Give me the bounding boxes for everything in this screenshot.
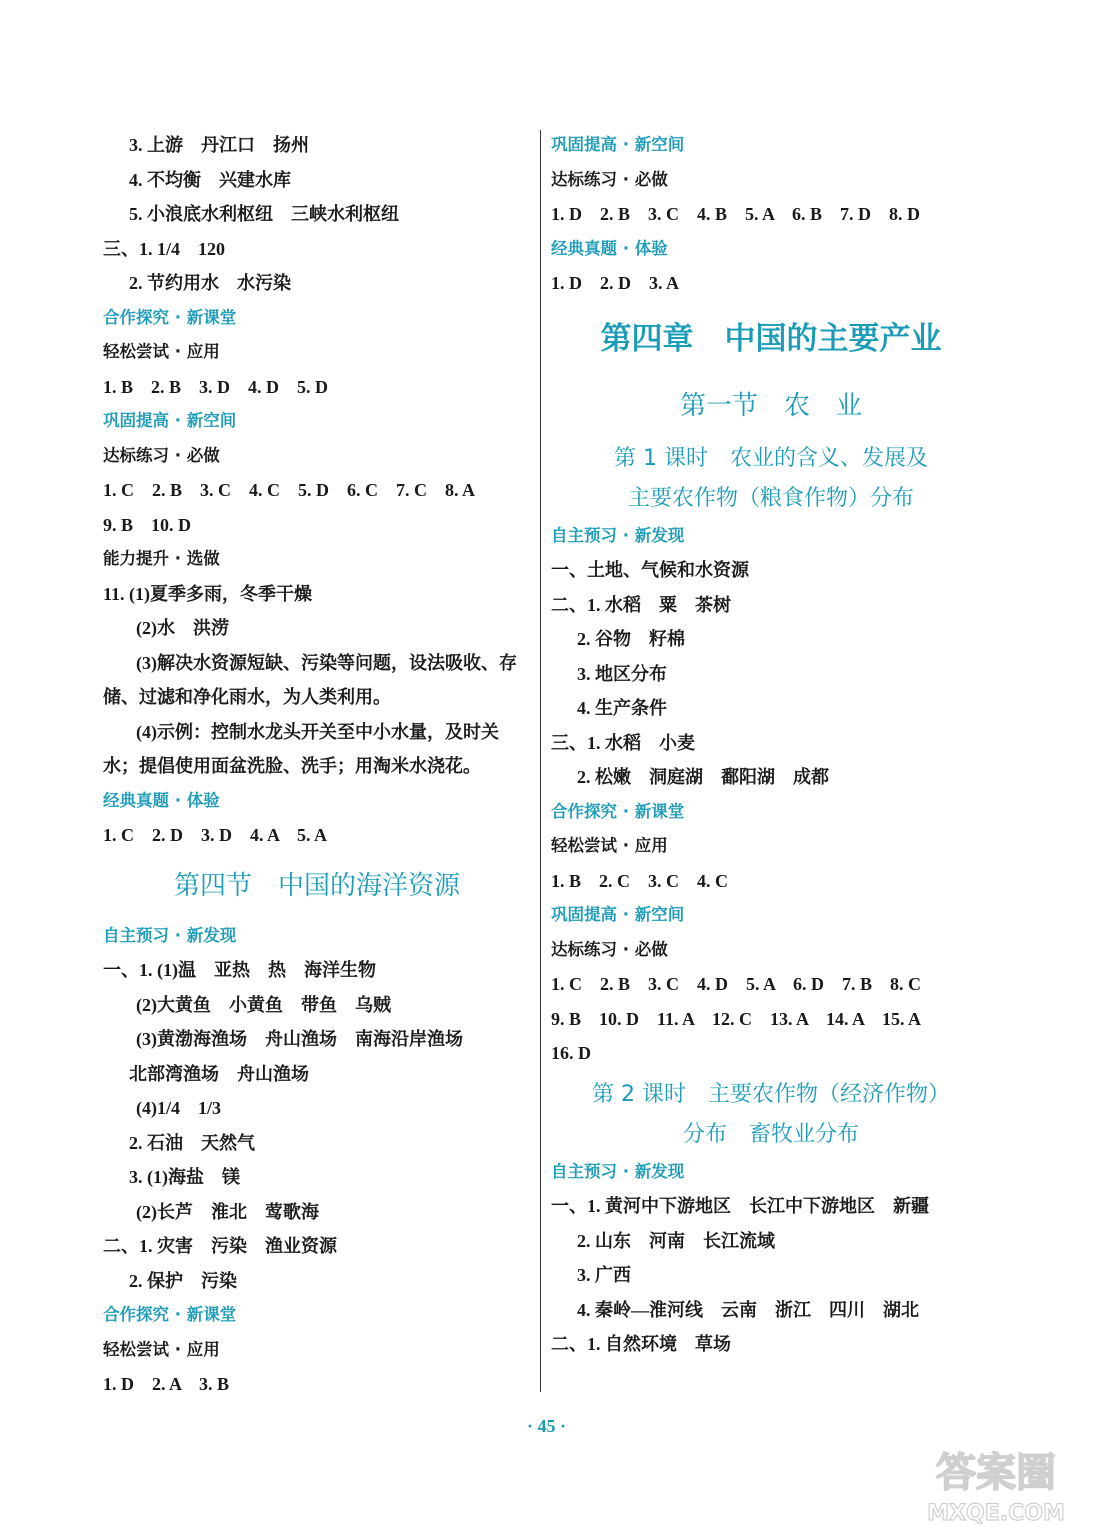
section-title: 第一节 农 业 [679, 390, 862, 421]
answer-line: 三、1. 水稻 小麦 [551, 732, 695, 753]
answer-line: 11. (1)夏季多雨，冬季干燥 [103, 583, 312, 604]
answer-line: 2. 保护 污染 [129, 1270, 237, 1291]
answer-line: 3. 上游 丹江口 扬州 [129, 135, 309, 155]
subsection-heading: 能力提升 · 选做 [103, 549, 220, 568]
answer-line: (2)水 洪涝 [136, 618, 229, 638]
section-heading: 自主预习 · 新发现 [551, 525, 685, 545]
answer-line: 1. D 2. A 3. B [103, 1374, 230, 1394]
section-heading: 经典真题 · 体验 [551, 238, 668, 258]
section-heading: 自主预习 · 新发现 [103, 925, 237, 945]
watermark-url: MXQE.COM [927, 1501, 1065, 1526]
answer-line: 2. 谷物 籽棉 [577, 629, 685, 649]
subsection-heading: 达标练习 · 必做 [103, 445, 220, 465]
section-heading: 合作探究 · 新课堂 [103, 1305, 237, 1324]
answer-line: 9. B 10. D [103, 514, 192, 535]
answer-line: 一、1. 黄河中下游地区 长江中下游地区 新疆 [551, 1196, 929, 1216]
answer-line: 16. D [551, 1043, 591, 1063]
page-number: · 45 · [526, 1416, 566, 1436]
answer-line: 9. B 10. D 11. A 12. C 13. A 14. A 15. A [551, 1008, 922, 1029]
answer-line: (2)长芦 淮北 莺歌海 [136, 1201, 319, 1222]
answer-paragraph: (3)解决水资源短缺、污染等问题，设法吸收、存储、过滤和净化雨水，为人类利用。 [103, 652, 517, 707]
answer-line: 一、土地、气候和水资源 [551, 560, 749, 580]
answer-line: 1. D 2. D 3. A [551, 273, 680, 293]
answer-line: (3)黄渤海渔场 舟山渔场 南海沿岸渔场 [136, 1029, 463, 1049]
subsection-heading: 轻松尝试 · 应用 [551, 836, 668, 855]
answer-line: 3. 地区分布 [577, 663, 667, 684]
watermark-text: 答案圈 [936, 1450, 1056, 1496]
left-column [103, 128, 531, 1402]
answer-line: 1. B 2. C 3. C 4. C [551, 870, 729, 891]
answer-line: 1. D 2. B 3. C 4. B 5. A 6. B 7. D 8. D [551, 204, 921, 224]
answer-line: 三、1. 1/4 120 [103, 238, 226, 259]
answer-line: 2. 松嫩 洞庭湖 鄱阳湖 成都 [577, 767, 829, 787]
answer-line: 二、1. 灾害 污染 渔业资源 [103, 1236, 337, 1256]
lesson-title-cont: 主要农作物（粮食作物）分布 [627, 485, 914, 511]
answer-line: (2)大黄鱼 小黄鱼 带鱼 乌贼 [136, 994, 391, 1015]
subsection-heading: 达标练习 · 必做 [551, 169, 668, 189]
section-heading: 经典真题 · 体验 [103, 790, 220, 810]
answer-line: 2. 山东 河南 长江流域 [577, 1230, 775, 1251]
section-heading: 巩固提高 · 新空间 [551, 135, 685, 154]
answer-line: 5. 小浪底水利枢纽 三峡水利枢纽 [129, 204, 399, 224]
section-heading: 自主预习 · 新发现 [551, 1161, 685, 1181]
section-heading: 合作探究 · 新课堂 [551, 801, 685, 821]
answer-line: 1. B 2. B 3. D 4. D 5. D [103, 376, 329, 397]
watermark-logo [911, 1438, 1081, 1528]
subsection-heading: 轻松尝试 · 应用 [103, 342, 220, 361]
lesson-title: 第 2 课时 主要农作物（经济作物） [592, 1081, 950, 1107]
answer-line: 二、1. 水稻 粟 茶树 [551, 594, 731, 615]
answer-line: 4. 不均衡 兴建水库 [129, 169, 291, 190]
chapter-title: 第四章 中国的主要产业 [600, 320, 942, 357]
answer-line: 1. C 2. B 3. C 4. C 5. D 6. C 7. C 8. A [103, 480, 476, 500]
answer-line: 3. 广西 [577, 1265, 631, 1285]
answer-line: 2. 节约用水 水污染 [129, 273, 291, 293]
lesson-title-cont: 分布 畜牧业分布 [682, 1121, 859, 1147]
right-column [551, 128, 991, 1362]
section-heading: 巩固提高 · 新空间 [551, 905, 685, 924]
answer-line: (4)1/4 1/3 [136, 1098, 221, 1118]
answer-line: 3. (1)海盐 镁 [129, 1167, 240, 1187]
section-heading: 合作探究 · 新课堂 [103, 307, 237, 327]
answer-line: 一、1. (1)温 亚热 热 海洋生物 [103, 960, 376, 980]
answer-line: 4. 生产条件 [577, 698, 667, 718]
answer-line: 2. 石油 天然气 [129, 1132, 255, 1153]
subsection-heading: 达标练习 · 必做 [551, 939, 668, 959]
column-divider [540, 130, 541, 1392]
answer-line: 1. C 2. D 3. D 4. A 5. A [103, 825, 328, 845]
answer-paragraph: (4)示例：控制水龙头开关至中小水量，及时关水；提倡使用面盆洗脸、洗手；用淘米水浇花。 [103, 721, 499, 776]
lesson-title: 第 1 课时 农业的含义、发展及 [614, 445, 928, 471]
answer-line: 4. 秦岭—淮河线 云南 浙江 四川 湖北 [577, 1299, 919, 1320]
section-heading: 巩固提高 · 新空间 [103, 411, 237, 430]
lesson-title: 第四节 中国的海洋资源 [173, 870, 460, 901]
answer-line: 1. C 2. B 3. C 4. D 5. A 6. D 7. B 8. C [551, 974, 922, 994]
subsection-heading: 轻松尝试 · 应用 [103, 1339, 220, 1359]
answer-line: 北部湾渔场 舟山渔场 [129, 1063, 309, 1084]
answer-line: 二、1. 自然环境 草场 [551, 1334, 731, 1354]
